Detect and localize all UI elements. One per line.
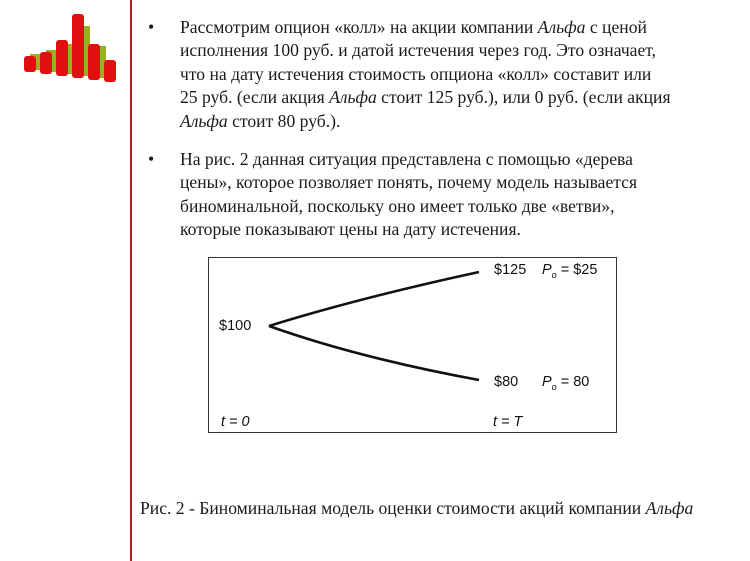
bullet-marker: • xyxy=(148,149,155,169)
bullet-marker: • xyxy=(148,17,155,37)
bar-chart-logo-icon xyxy=(18,10,118,82)
text-line: исполнения 100 руб. и датой истечения через год. Это означает, xyxy=(180,40,657,61)
caption-company-name: Альфа xyxy=(645,498,694,518)
up-price-label: $125 xyxy=(494,262,527,278)
accent-divider-line xyxy=(130,0,132,561)
down-payoff-label: $P_o = 80$ xyxy=(542,374,590,392)
text-line: 25 руб. (если акция Альфа стоит 125 руб.), или 0 руб. (если акция xyxy=(180,87,671,108)
down-price-label: $80 xyxy=(494,374,519,390)
start-price-label: $100 xyxy=(219,318,252,334)
text-line: Альфа стоит 80 руб.). xyxy=(180,110,341,131)
bullet-paragraph-2 xyxy=(148,148,748,242)
text-line: биноминальной, поскольку оно имеет только две «ветви», xyxy=(180,195,615,216)
up-payoff-label: $P_o$ = $25 xyxy=(542,262,598,280)
binomial-tree-diagram xyxy=(208,257,617,433)
text-line: которые показывают цены на дату истечения. xyxy=(180,219,521,240)
t0-label: t = 0 xyxy=(221,414,250,430)
caption-text: Рис. 2 - Биноминальная модель оценки стоимости акций компании xyxy=(140,498,646,518)
tT-label: t = T xyxy=(493,414,523,430)
text-line: что на дату истечения стоимость опциона «колл» составит или xyxy=(180,63,652,84)
bullet-paragraph-1 xyxy=(148,16,748,133)
tree-branches xyxy=(209,258,618,434)
text-line: На рис. 2 данная ситуация представлена с помощью «дерева xyxy=(180,149,633,169)
figure-caption xyxy=(140,498,750,519)
text-line: цены», которое позволяет понять, почему модель называется xyxy=(180,172,638,193)
text-line: Рассмотрим опцион «колл» на акции компании Альфа с ценой xyxy=(180,17,647,37)
